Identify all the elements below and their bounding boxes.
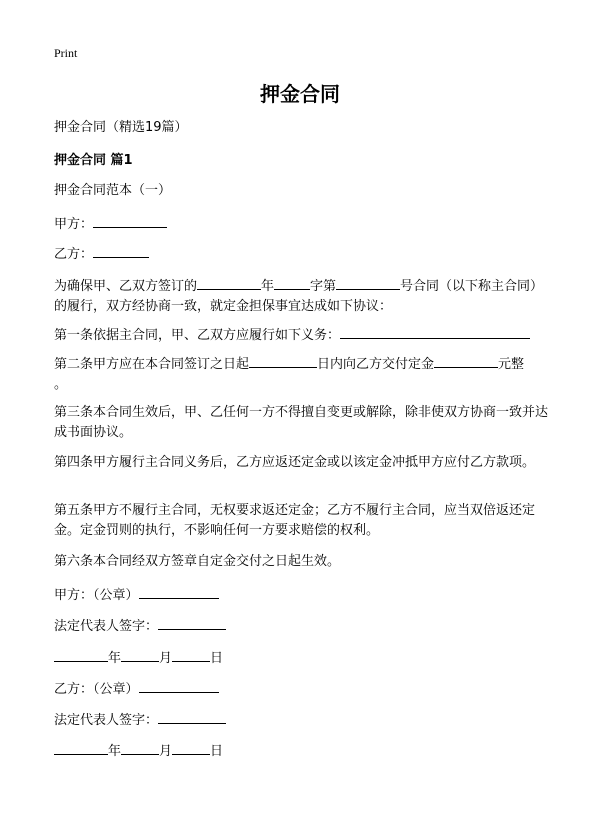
date-b-year: 年: [108, 744, 122, 759]
article-4: 第四条甲方履行主合同义务后，乙方应返还定金或以该定金冲抵甲方应付乙方款项。: [54, 455, 536, 470]
document-title: 押金合同: [260, 82, 340, 106]
article-6: 第六条本合同经双方签章自定金交付之日起生效。: [54, 554, 341, 569]
sign-a-blank: [139, 584, 219, 599]
article-2-text-1: 第二条甲方应在本合同签订之日起: [54, 357, 250, 372]
article-1: [54, 324, 550, 346]
legal-rep-a-line: [54, 615, 550, 637]
party-b-label: 乙方：: [54, 247, 94, 262]
template-name: 押金合同范本（一）: [54, 183, 172, 198]
date-a-day: 日: [210, 651, 224, 666]
party-b-blank: [93, 243, 149, 258]
date-b-line: [54, 740, 550, 762]
date-a-day-blank: [172, 647, 210, 662]
sign-b-blank: [139, 678, 219, 693]
article-2-text-2: 日内向乙方交付定金: [317, 357, 435, 372]
date-b-month: 月: [159, 744, 173, 759]
sign-b-label: 乙方：（公章）: [54, 682, 139, 697]
date-b-month-blank: [121, 740, 159, 755]
date-b-year-blank: [54, 740, 108, 755]
contract-date-blank: [197, 275, 261, 290]
party-a-label: 甲方：: [54, 217, 94, 232]
article-1-text: 第一条依据主合同，甲、乙双方应履行如下义务：: [54, 328, 341, 343]
article-3: 第三条本合同生效后，甲、乙任何一方不得擅自变更或解除，除非使双方协商一致并达成书面协议。: [54, 405, 549, 440]
date-a-year: 年: [108, 651, 122, 666]
contract-prefix-blank: [274, 275, 310, 290]
legal-rep-b-label: 法定代表人签字：: [54, 713, 159, 728]
date-a-year-blank: [54, 647, 108, 662]
sign-b-line: [54, 678, 550, 700]
article-2: [54, 353, 550, 395]
intro-text-1: 为确保甲、乙双方签订的: [54, 279, 198, 294]
section-heading: 押金合同 篇1: [54, 153, 133, 168]
date-a-month: 月: [159, 651, 173, 666]
legal-rep-b-line: [54, 709, 550, 731]
party-b-line: [54, 243, 550, 265]
date-b-day-blank: [172, 740, 210, 755]
contract-number-blank: [336, 275, 400, 290]
article-5: 第五条甲方不履行主合同，无权要求返还定金；乙方不履行主合同，应当双倍返还定金。定金罚则的执行，不影响任何一方要求赔偿的权利。: [54, 503, 536, 538]
article-2-text-3: 元整: [498, 357, 525, 372]
legal-rep-a-label: 法定代表人签字：: [54, 619, 159, 634]
date-a-month-blank: [121, 647, 159, 662]
intro-text-3: 字第: [310, 279, 337, 294]
document-subtitle: 押金合同（精选19篇）: [54, 120, 188, 135]
party-a-line: [54, 213, 550, 235]
party-a-blank: [93, 213, 167, 228]
sign-a-line: [54, 584, 550, 606]
print-link[interactable]: Print: [54, 46, 78, 60]
intro-text-4: 号合同（以下称主合同）的履行，双方经协商一致，就定金担保事宜达成如下协议：: [54, 279, 544, 314]
sign-a-label: 甲方：（公章）: [54, 588, 139, 603]
date-b-day: 日: [210, 744, 224, 759]
date-a-line: [54, 647, 550, 669]
legal-rep-a-blank: [158, 615, 226, 630]
article-1-blank: [340, 324, 530, 339]
legal-rep-b-blank: [158, 709, 226, 724]
intro-paragraph: [54, 275, 550, 317]
intro-text-2: 年: [261, 279, 275, 294]
deposit-amount-blank: [434, 353, 498, 368]
days-blank: [249, 353, 317, 368]
article-2-text-4: 。: [54, 377, 68, 392]
